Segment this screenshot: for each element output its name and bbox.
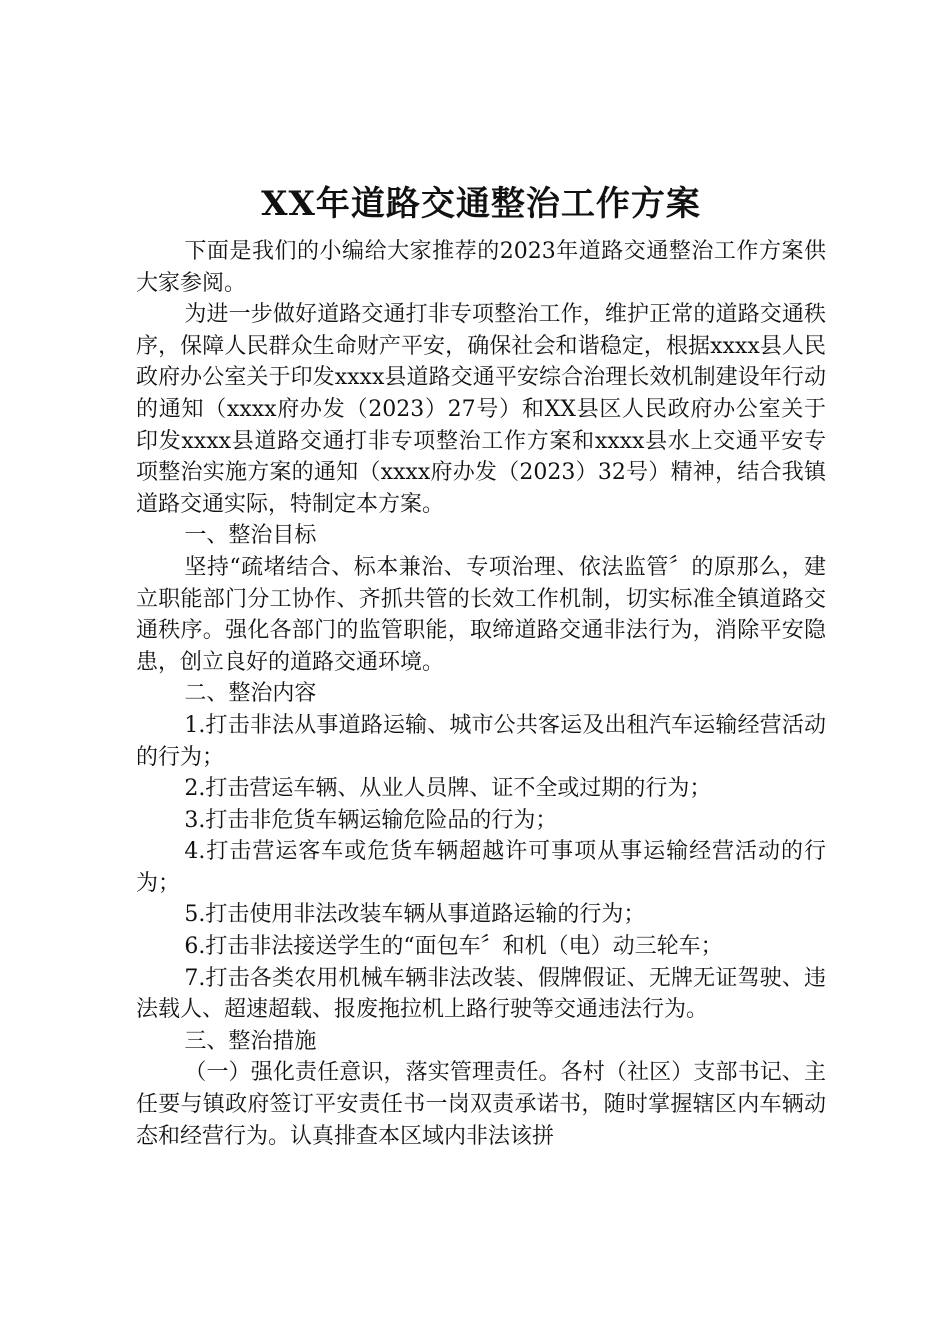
paragraph-goal: 坚持“疏堵结合、标本兼治、专项治理、依法监管〞的原那么，建立职能部门分工协作、齐抓共管的长效工作机制，切实标准全镇道路交通秩序。强化各部门的监管职能，取缔道路交通非法行为，消除平安隐患，创立良好的道路交通环境。 [136,554,826,675]
section-heading-content: 二、整治内容 [184,681,317,707]
list-item-4: 4.打击营运客车或危货车辆超越许可事项从事运输经营活动的行为； [136,839,826,896]
list-item-2: 2.打击营运车辆、从业人员牌、证不全或过期的行为； [184,776,712,802]
section-heading-measures: 三、整治措施 [184,1028,317,1054]
document-title: XX年道路交通整治工作方案 [261,184,701,224]
document-page [136,182,826,1152]
section-heading-goal: 一、整治目标 [184,523,317,549]
list-item-3: 3.打击非危货车辆运输危险品的行为； [184,807,558,833]
list-item-7: 7.打击各类农用机械车辆非法改装、假牌假证、无牌无证驾驶、违法载人、超速超载、报废拖拉机上路行驶等交通违法行为。 [136,965,826,1023]
paragraph-intro: 下面是我们的小编给大家推荐的2023年道路交通整治工作方案供大家参阅。 [136,239,826,296]
list-item-1: 1.打击非法从事道路运输、城市公共客运及出租汽车运输经营活动的行为； [136,712,826,770]
paragraph-measure-1: （一）强化责任意识，落实管理责任。各村（社区）支部书记、主任要与镇政府签订平安责任书一岗双责承诺书，随时掌握辖区内车辆动态和经营行为。认真排查本区域内非法该拼 [136,1060,826,1149]
list-item-5: 5.打击使用非法改装车辆从事道路运输的行为； [184,902,646,928]
paragraph-background: 为进一步做好道路交通打非专项整治工作，维护正常的道路交通秩序，保障人民群众生命财产平安，确保社会和谐稳定，根据xxxx县人民政府办公室关于印发xxxx县道路交通平安综合治理长效机制建设年行动的通知（xxxx府办发（2023）27号）和XX县区人民政府办公室关于印发xxxx县道路交通打非专项整治工作方案和xxxx县水上交通平安专项整治实施方案的通知（xxxx府办发（2023）32号）精神，结合我镇道路交通实际，特制定本方案。 [136,302,826,517]
list-item-6: 6.打击非法接送学生的“面包车〞和机（电）动三轮车； [184,934,723,960]
